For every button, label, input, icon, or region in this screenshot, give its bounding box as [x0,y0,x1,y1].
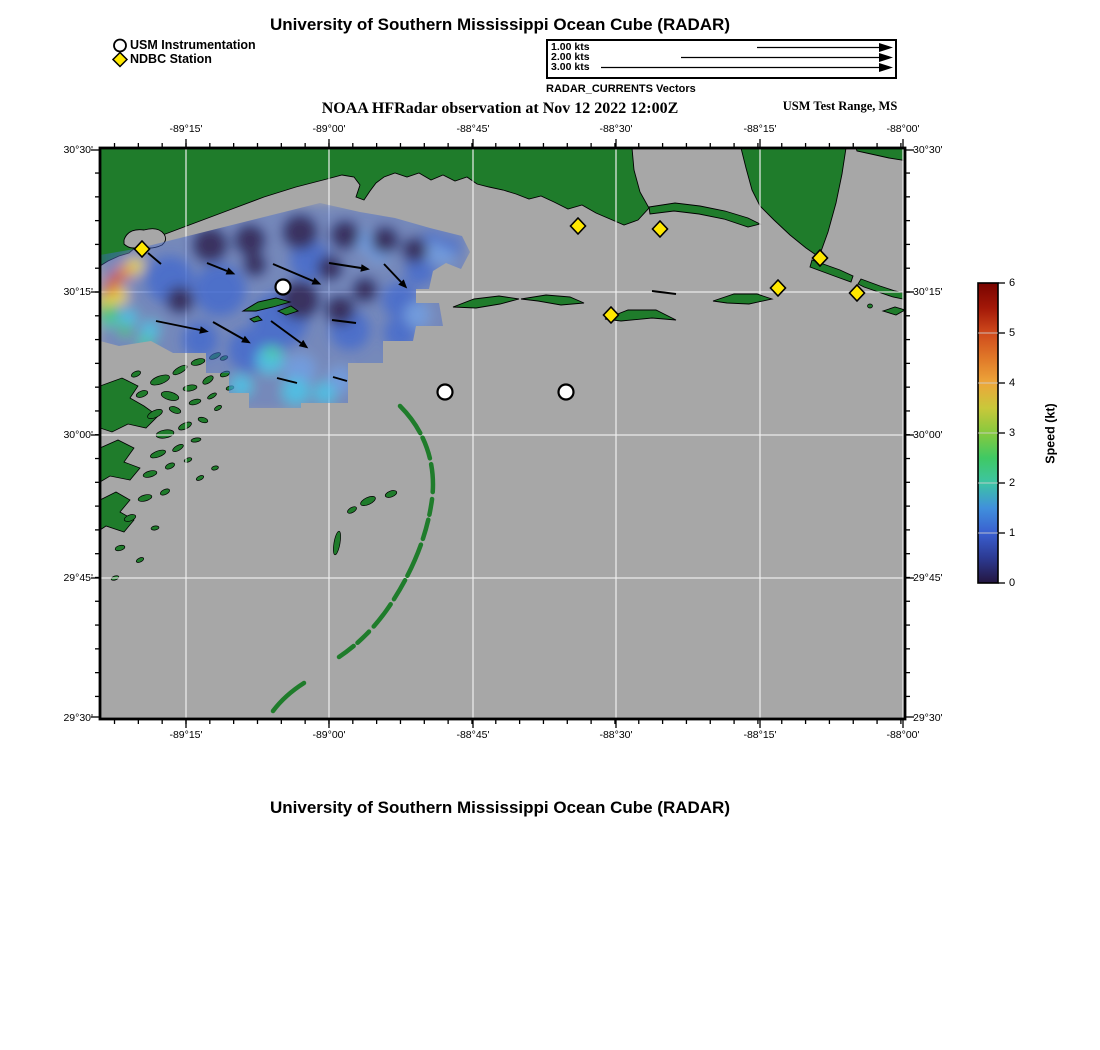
x-axis-label-bottom: -88°00' [886,729,920,741]
x-axis-label-top: -88°00' [886,123,920,135]
colorbar-tick-label: 2 [1009,476,1016,489]
x-axis-label-top: -89°15' [169,123,203,135]
map-canvas [91,139,914,728]
y-axis-label-right: 29°30' [913,712,943,724]
legend-ndbc-station-label: NDBC Station [130,52,212,66]
colorbar-tick-label: 1 [1009,526,1016,539]
x-axis-label-bottom: -88°45' [456,729,490,741]
y-axis-label-left: 30°00' [63,429,93,441]
x-axis-label-top: -88°45' [456,123,490,135]
footer-title: University of Southern Mississippi Ocean Cube (RADAR) [269,798,730,817]
usm-instrumentation-marker [276,280,291,295]
x-axis-label-top: -89°00' [312,123,346,135]
y-axis-label-left: 30°15' [63,286,93,298]
page-title: University of Southern Mississippi Ocean Cube (RADAR) [269,15,730,34]
y-axis-label-left: 29°45' [63,572,93,584]
y-axis-label-right: 30°15' [913,286,943,298]
y-axis-label-right: 30°30' [913,144,943,156]
observation-subtitle: NOAA HFRadar observation at Nov 12 2022 12:00Z [321,100,679,117]
colorbar-tick-label: 5 [1009,326,1016,339]
islet [868,304,873,308]
y-axis-label-right: 30°00' [913,429,943,441]
x-axis-label-top: -88°15' [743,123,777,135]
region-label: USM Test Range, MS [782,99,898,113]
vector-scale-caption: RADAR_CURRENTS Vectors [546,83,696,95]
x-axis-label-top: -88°30' [599,123,633,135]
y-axis-label-left: 29°30' [63,712,93,724]
vector-scale-1kt-label: 1.00 kts [551,41,590,53]
colorbar-tick-label: 6 [1009,276,1016,289]
colorbar-tick-label: 0 [1009,576,1016,589]
colorbar-tick-label: 4 [1009,376,1016,389]
vector-scale-box [547,40,896,78]
x-axis-label-bottom: -88°30' [599,729,633,741]
vector-scale-2kt-label: 2.00 kts [551,51,590,63]
x-axis-label-bottom: -89°15' [169,729,203,741]
usm-instrumentation-marker [559,385,574,400]
vector-scale-3kt-label: 3.00 kts [551,61,590,73]
colorbar-tick-label: 3 [1009,426,1016,439]
x-axis-label-bottom: -88°15' [743,729,777,741]
legend-usm-instrumentation-label: USM Instrumentation [130,38,256,52]
colorbar-title: Speed (kt) [1043,403,1058,464]
x-axis-label-bottom: -89°00' [312,729,346,741]
y-axis-label-right: 29°45' [913,572,943,584]
usm-instrumentation-marker [438,385,453,400]
y-axis-label-left: 30°30' [63,144,93,156]
usm-instrumentation-legend-icon [114,40,126,52]
ndbc-station-legend-icon [113,53,127,67]
